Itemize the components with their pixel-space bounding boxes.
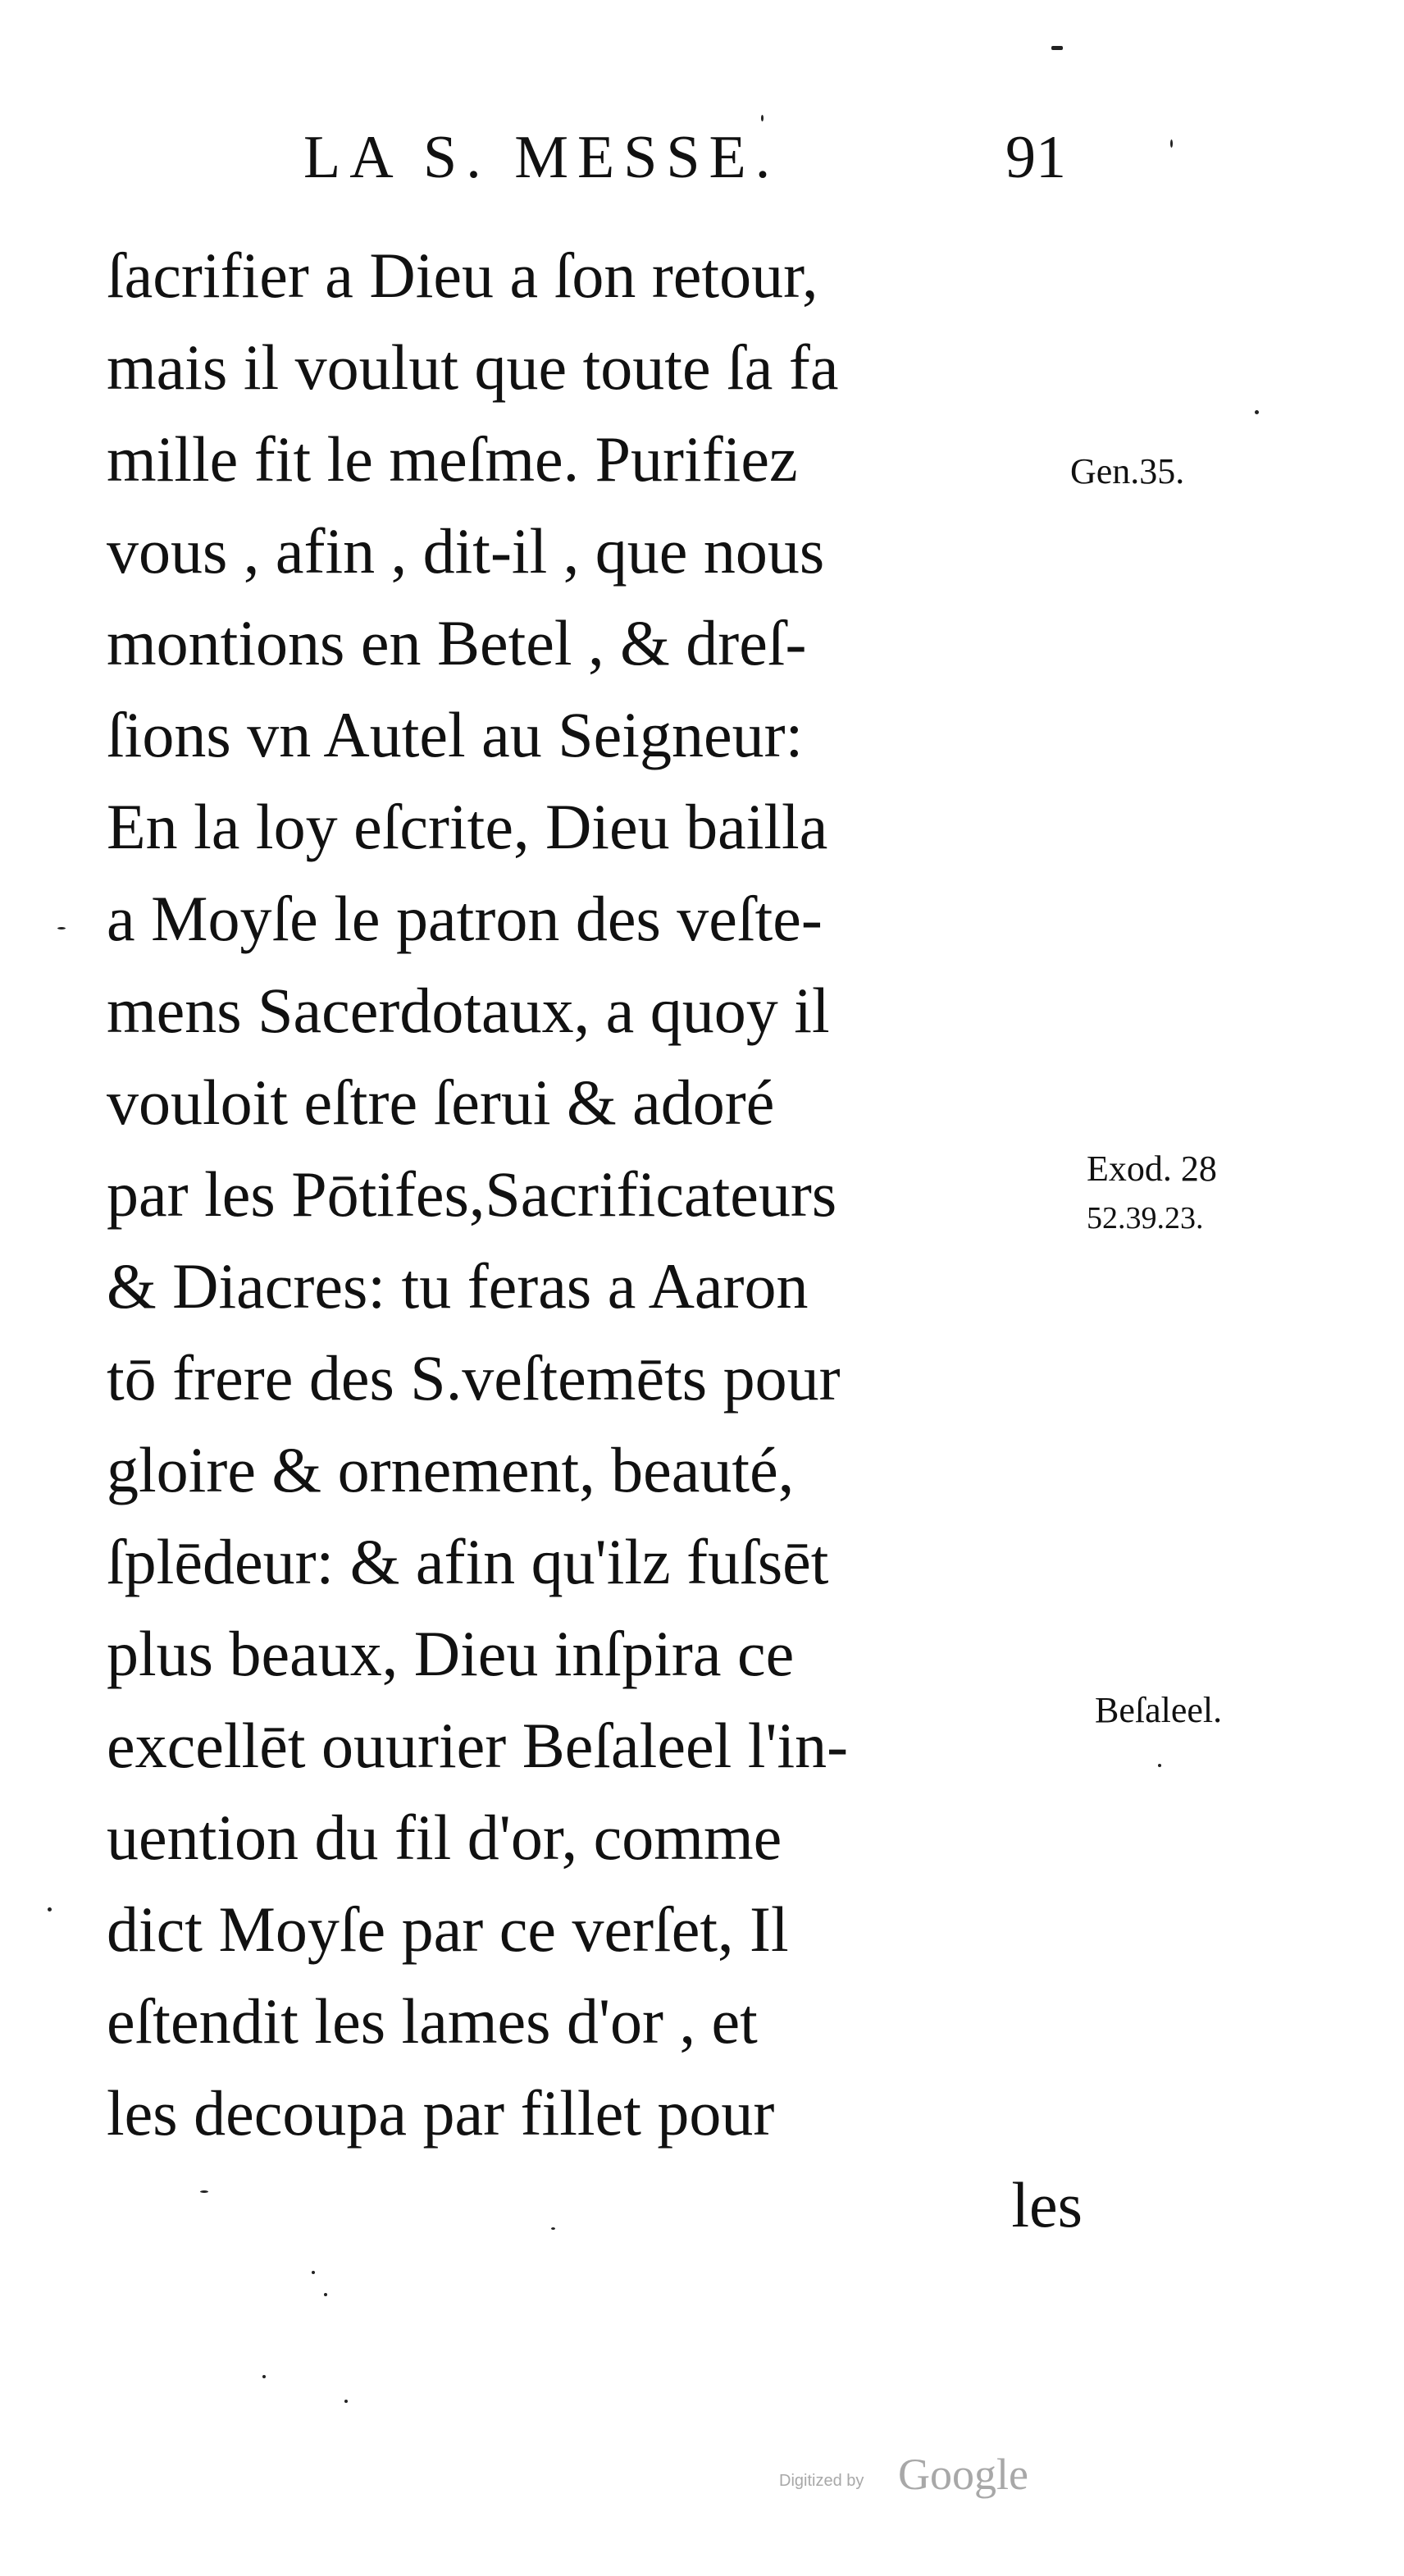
speck xyxy=(312,2271,315,2274)
text-line: mais il voulut que toute ſa fa xyxy=(107,331,839,403)
speck xyxy=(1170,139,1173,148)
speck xyxy=(1255,410,1259,414)
text-line: En la loy eſcrite, Dieu bailla xyxy=(107,791,828,862)
margin-note-gen: Gen.35. xyxy=(1070,451,1185,491)
text-line: vous , afin , dit-il , que nous xyxy=(107,515,825,587)
text-line: mens Sacerdotaux, a quoy il xyxy=(107,975,830,1046)
speck xyxy=(48,1907,52,1911)
text-line: gloire & ornement, beauté, xyxy=(107,1434,795,1505)
catchword: les xyxy=(1011,2169,1083,2240)
text-line: vouloit eſtre ſerui & adoré xyxy=(107,1066,775,1138)
text-line: mille fit le meſme. Purifiez xyxy=(107,423,798,495)
running-head-title: LA S. MESSE. xyxy=(303,124,780,191)
text-line: ſacrifier a Dieu a ſon retour, xyxy=(107,240,818,311)
text-line: les decoupa par fillet pour xyxy=(107,2077,775,2149)
margin-note-exod-verses: 52.39.23. xyxy=(1087,1201,1204,1235)
watermark-small-text: Digitized by xyxy=(779,2472,864,2490)
text-line: montions en Betel , & dreſ- xyxy=(107,607,807,678)
speck xyxy=(551,2227,555,2230)
text-line: tō frere des S.veſtemēts pour xyxy=(107,1342,841,1414)
speck xyxy=(761,115,764,121)
speck xyxy=(344,2400,348,2403)
body-text xyxy=(107,230,1091,2251)
watermark-logo-text: Google xyxy=(898,2450,1028,2499)
text-line: a Moyſe le patron des veſte- xyxy=(107,883,823,954)
margin-note-exod: Exod. 28 xyxy=(1087,1149,1217,1189)
text-line: ſplēdeur: & afin qu'ilz fuſsēt xyxy=(107,1526,829,1597)
speck xyxy=(262,2375,266,2378)
text-line: uention du fil d'or, comme xyxy=(107,1802,782,1873)
text-line: dict Moyſe par ce verſet, Il xyxy=(107,1893,789,1965)
speck xyxy=(324,2293,327,2296)
speck xyxy=(1051,46,1063,50)
digitized-by-google-watermark xyxy=(779,2449,1107,2498)
speck xyxy=(57,927,66,929)
speck xyxy=(1158,1764,1161,1767)
text-line: eſtendit les lames d'or , et xyxy=(107,1985,758,2057)
text-line: par les Pōtifes,Sacrificateurs xyxy=(107,1158,837,1230)
page-number: 91 xyxy=(1005,124,1066,191)
text-line: excellēt ouurier Beſaleel l'in- xyxy=(107,1710,849,1781)
speck xyxy=(200,2190,208,2193)
margin-note-besaleel: Beſaleel. xyxy=(1095,1690,1223,1730)
text-line: & Diacres: tu feras a Aaron xyxy=(107,1250,809,1322)
text-line: plus beaux, Dieu inſpira ce xyxy=(107,1618,795,1689)
running-head xyxy=(303,123,1066,201)
text-line: ſions vn Autel au Seigneur: xyxy=(107,699,804,770)
